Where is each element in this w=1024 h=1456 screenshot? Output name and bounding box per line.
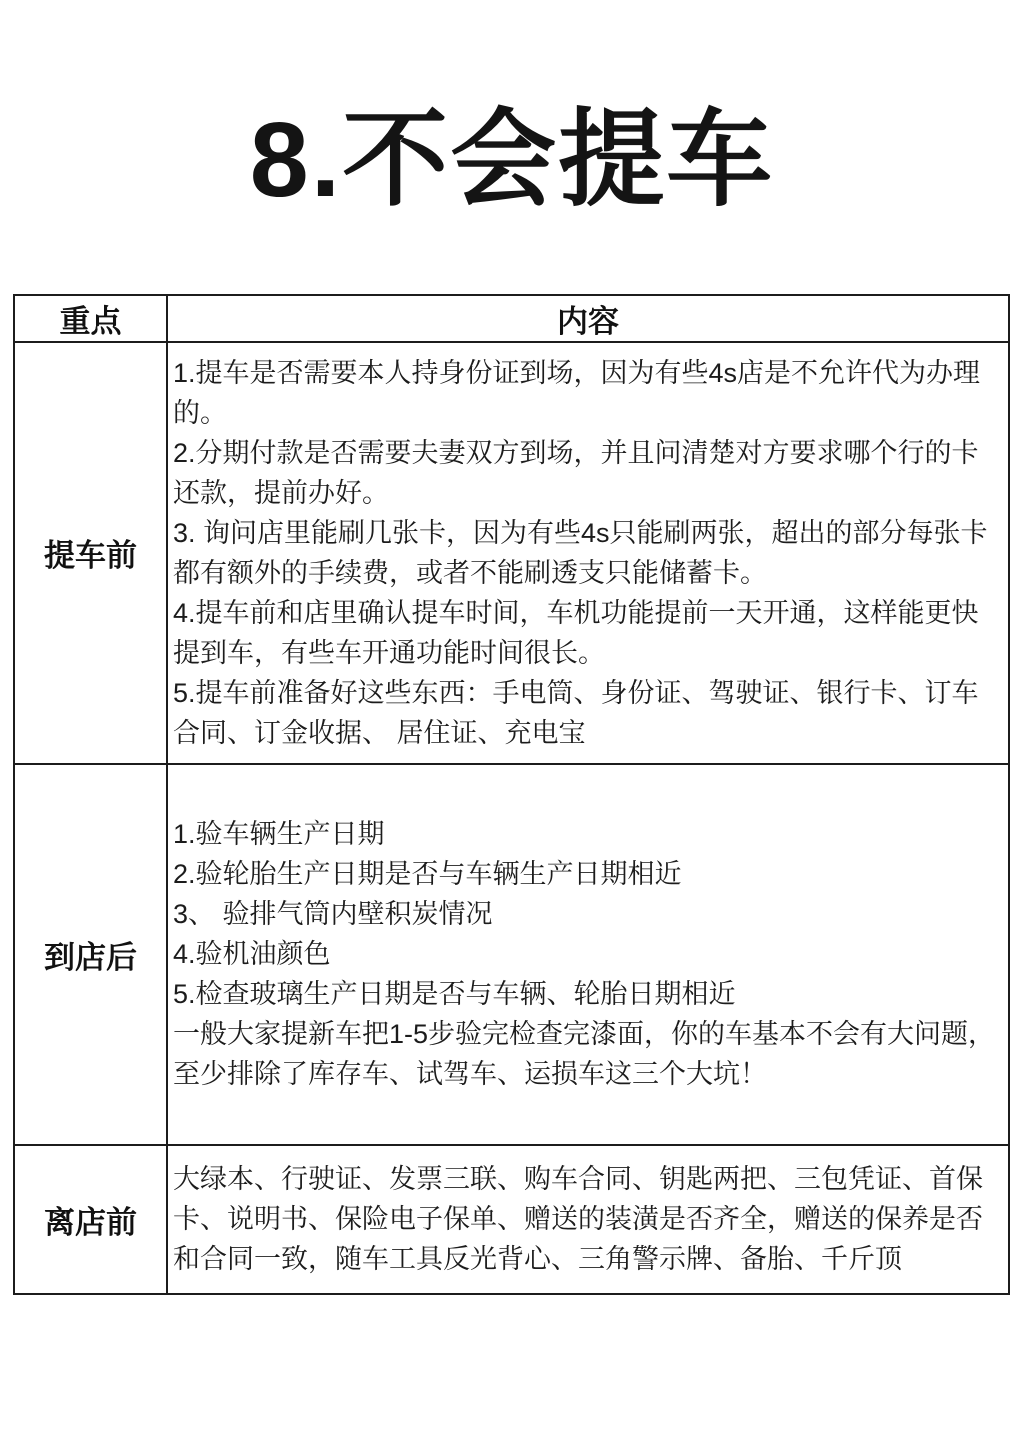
table-row-before-pickup	[14, 342, 1009, 764]
list-item: 3、 验排气筒内壁积炭情况	[173, 899, 493, 930]
row-label-before-pickup: 提车前	[14, 342, 167, 764]
row-content-before-leaving	[167, 1145, 1009, 1294]
row-content-at-store	[167, 764, 1009, 1145]
list-item: 大绿本、行驶证、发票三联、购车合同、钥匙两把、三包凭证、首保卡、说明书、保险电子保单、赠送的装潢是否齐全，赠送的保养是否和合同一致，随车工具反光背心、三角警示牌、备胎、千斤顶	[173, 1164, 983, 1275]
checklist-table	[13, 294, 1010, 1295]
list-item: 1.提车是否需要本人持身份证到场，因为有些4s店是不允许代为办理的。	[173, 357, 981, 428]
column-header-content: 内容	[167, 295, 1009, 342]
list-item: 3. 询问店里能刷几张卡，因为有些4s只能刷两张，超出的部分每张卡都有额外的手续费，或者不能刷透支只能储蓄卡。	[173, 517, 988, 588]
list-item: 一般大家提新车把1-5步验完检查完漆面，你的车基本不会有大问题，至少排除了库存车、试驾车、运损车这三个大坑！	[173, 1019, 996, 1090]
table-header-row	[14, 295, 1009, 342]
list-item: 5.提车前准备好这些东西：手电筒、身份证、驾驶证、银行卡、订车合同、订金收据、 居住证、充电宝	[173, 677, 979, 748]
row-content-before-pickup	[167, 342, 1009, 764]
list-item: 4.验机油颜色	[173, 939, 331, 970]
table-row-before-leaving	[14, 1145, 1009, 1294]
row-label-at-store: 到店后	[14, 764, 167, 1145]
list-item: 2.验轮胎生产日期是否与车辆生产日期相近	[173, 859, 682, 890]
list-item: 1.验车辆生产日期	[173, 819, 385, 850]
list-item: 5.检查玻璃生产日期是否与车辆、轮胎日期相近	[173, 979, 736, 1010]
list-item: 4.提车前和店里确认提车时间，车机功能提前一天开通，这样能更快提到车，有些车开通功能时间很长。	[173, 597, 979, 668]
page-title: 8.不会提车	[249, 101, 775, 219]
row-label-before-leaving: 离店前	[14, 1145, 167, 1294]
list-item: 2.分期付款是否需要夫妻双方到场，并且问清楚对方要求哪个行的卡还款，提前办好。	[173, 437, 979, 508]
column-header-key: 重点	[14, 295, 167, 342]
table-row-at-store	[14, 764, 1009, 1145]
